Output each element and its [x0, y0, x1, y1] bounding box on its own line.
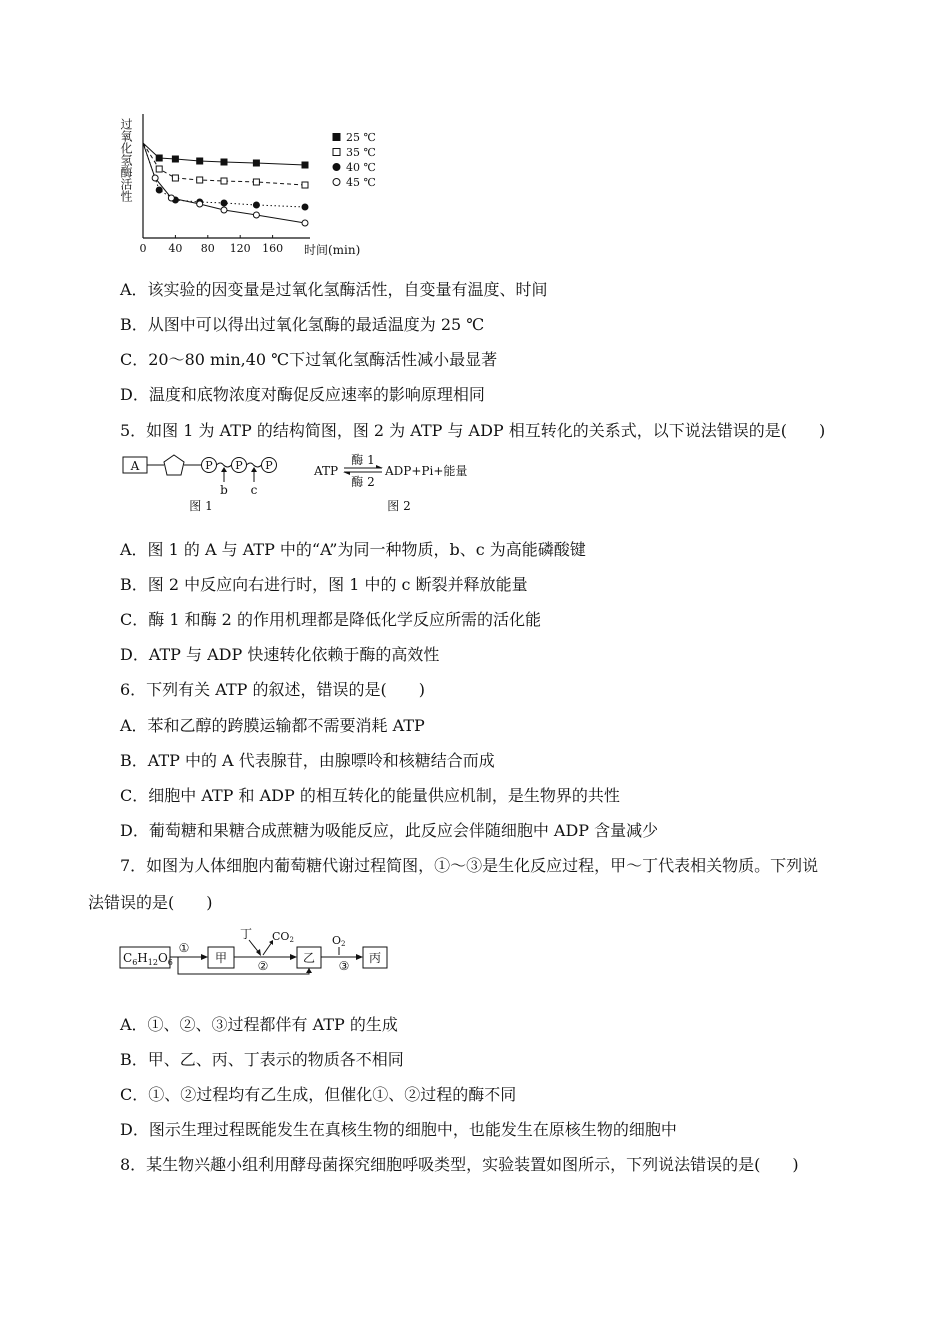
data-point	[302, 204, 308, 210]
data-point	[172, 175, 178, 181]
data-point	[302, 162, 308, 168]
arrow-c-head	[251, 467, 257, 472]
step-1-label: ①	[178, 941, 190, 955]
co2-label: CO2	[272, 930, 294, 944]
series-line	[143, 143, 305, 207]
figure-2-caption: 图 2	[387, 499, 411, 513]
y-axis-label-text: 过氧化氢酶活性	[119, 118, 133, 202]
data-point	[253, 202, 259, 208]
legend-entry	[333, 131, 376, 144]
data-point	[253, 179, 259, 185]
bond-c-label: c	[250, 483, 258, 497]
q5-option-c: C．酶 1 和酶 2 的作用机理都是降低化学反应所需的活化能	[120, 610, 541, 629]
legend-label: 40 ℃	[346, 161, 376, 174]
q5-option-a: A．图 1 的 A 与 ATP 中的“A”为同一种物质，b、c 为高能磷酸键	[120, 540, 586, 559]
data-point	[221, 207, 227, 213]
q7-option-b: B．甲、乙、丙、丁表示的物质各不相同	[120, 1050, 404, 1069]
data-point	[152, 175, 158, 181]
data-point	[302, 182, 308, 188]
enzyme-2-label: 酶 2	[351, 475, 375, 489]
data-point	[197, 201, 203, 207]
ding-label: 丁	[239, 927, 253, 941]
x-tick-label: 120	[229, 242, 251, 255]
legend-marker	[333, 164, 340, 171]
atp-structure-figure-1	[120, 452, 295, 517]
step-2-label: ②	[257, 959, 269, 973]
q4-option-c: C．20～80 min,40 ℃下过氧化氢酶活性减小最显著	[120, 350, 498, 369]
atp-label: ATP	[314, 464, 339, 478]
q4-option-d: D．温度和底物浓度对酶促反应速率的影响原理相同	[120, 385, 485, 404]
q5-option-d: D．ATP 与 ADP 快速转化依赖于酶的高效性	[120, 645, 440, 664]
o2-label: O2	[332, 934, 346, 948]
data-point	[253, 160, 259, 166]
legend-marker	[333, 179, 340, 186]
data-point	[172, 156, 178, 162]
data-point	[168, 195, 174, 201]
phosphate-1-label: P	[205, 459, 213, 472]
data-point	[156, 166, 162, 172]
q7-option-d: D．图示生理过程既能发生在真核生物的细胞中，也能发生在原核生物的细胞中	[120, 1120, 677, 1139]
q8-stem: 8．某生物兴趣小组利用酵母菌探究细胞呼吸类型，实验装置如图所示，下列说法错误的是( )	[120, 1155, 799, 1174]
enzyme-1-label: 酶 1	[351, 453, 375, 467]
phosphate-2-label: P	[235, 459, 243, 472]
enzyme-activity-chart	[110, 110, 380, 262]
high-energy-bond-b	[217, 463, 232, 467]
arrow-jia-yi-head	[290, 954, 297, 960]
arrow-yi-bing-head	[356, 954, 363, 960]
data-point	[221, 200, 227, 206]
data-point	[221, 159, 227, 165]
legend-label: 25 ℃	[346, 131, 376, 144]
data-point	[253, 212, 259, 218]
figure-1-caption: 图 1	[189, 499, 213, 513]
q7-stem-line1: 7．如图为人体细胞内葡萄糖代谢过程简图，①～③是生化反应过程，甲～丁代表相关物质。下列说	[120, 856, 819, 875]
legend-marker	[333, 149, 340, 156]
step-3-label: ③	[338, 959, 350, 973]
legend-label: 35 ℃	[346, 146, 376, 159]
q6-option-a: A．苯和乙醇的跨膜运输都不需要消耗 ATP	[120, 716, 425, 735]
legend-entry	[333, 161, 376, 174]
arrow-b-head	[221, 467, 227, 472]
y-axis-label	[119, 117, 133, 202]
adenine-label: A	[130, 459, 140, 473]
data-point	[302, 220, 308, 226]
data-point	[221, 178, 227, 184]
q4-option-a: A．该实验的因变量是过氧化氢酶活性，自变量有温度、时间	[120, 280, 548, 299]
phosphate-3-label: P	[265, 459, 273, 472]
x-axis-label: 时间(min)	[304, 243, 361, 257]
atp-adp-figure-2	[310, 452, 480, 517]
bing-label: 丙	[368, 951, 382, 965]
series-layer	[143, 143, 308, 226]
arrow-co2-out	[263, 942, 272, 955]
x-tick-label: 0	[139, 242, 147, 255]
x-tick-label: 80	[200, 242, 215, 255]
q5-stem: 5．如图 1 为 ATP 的结构简图，图 2 为 ATP 与 ADP 相互转化的关系式，以下说法错误的是( )	[120, 421, 826, 440]
q6-stem: 6．下列有关 ATP 的叙述，错误的是( )	[120, 680, 425, 699]
x-tick-label: 160	[262, 242, 284, 255]
glucose-label: $C_6H_{12}O_6$	[123, 951, 173, 967]
data-point	[197, 177, 203, 183]
arrow-glucose-yi-loop-head	[306, 968, 312, 973]
legend-entry	[333, 146, 376, 159]
arrow-glucose-jia-head	[201, 954, 208, 960]
ribose-pentagon	[164, 455, 184, 475]
q5-option-b: B．图 2 中反应向右进行时，图 1 中的 c 断裂并释放能量	[120, 575, 528, 594]
yi-label: 乙	[302, 951, 316, 965]
q7-stem-line2: 法错误的是( )	[88, 893, 213, 912]
series-3	[143, 143, 308, 210]
jia-label: 甲	[214, 951, 228, 965]
adp-energy-label: ADP+Pi+能量	[385, 464, 468, 478]
legend-entry	[333, 176, 376, 189]
q4-option-b: B．从图中可以得出过氧化氢酶的最适温度为 25 ℃	[120, 315, 485, 334]
q6-option-c: C．细胞中 ATP 和 ADP 的相互转化的能量供应机制，是生物界的共性	[120, 786, 620, 805]
glucose-metabolism-diagram	[118, 926, 393, 976]
bond-b-label: b	[220, 483, 228, 497]
q6-option-b: B．ATP 中的 A 代表腺苷，由腺嘌呤和核糖结合而成	[120, 751, 495, 770]
high-energy-bond-c	[247, 463, 262, 467]
legend-label: 45 ℃	[346, 176, 376, 189]
data-point	[156, 187, 162, 193]
q7-option-a: A．①、②、③过程都伴有 ATP 的生成	[120, 1015, 398, 1034]
chart-legend	[333, 131, 376, 189]
data-point	[156, 155, 162, 161]
series-1	[143, 143, 308, 168]
legend-marker	[333, 134, 340, 141]
q7-option-c: C．①、②过程均有乙生成，但催化①、②过程的酶不同	[120, 1085, 517, 1104]
q6-option-d: D．葡萄糖和果糖合成蔗糖为吸能反应，此反应会伴随细胞中 ADP 含量减少	[120, 821, 659, 840]
x-tick-label: 40	[168, 242, 183, 255]
data-point	[197, 158, 203, 164]
arrow-glucose-yi-loop	[178, 957, 309, 974]
